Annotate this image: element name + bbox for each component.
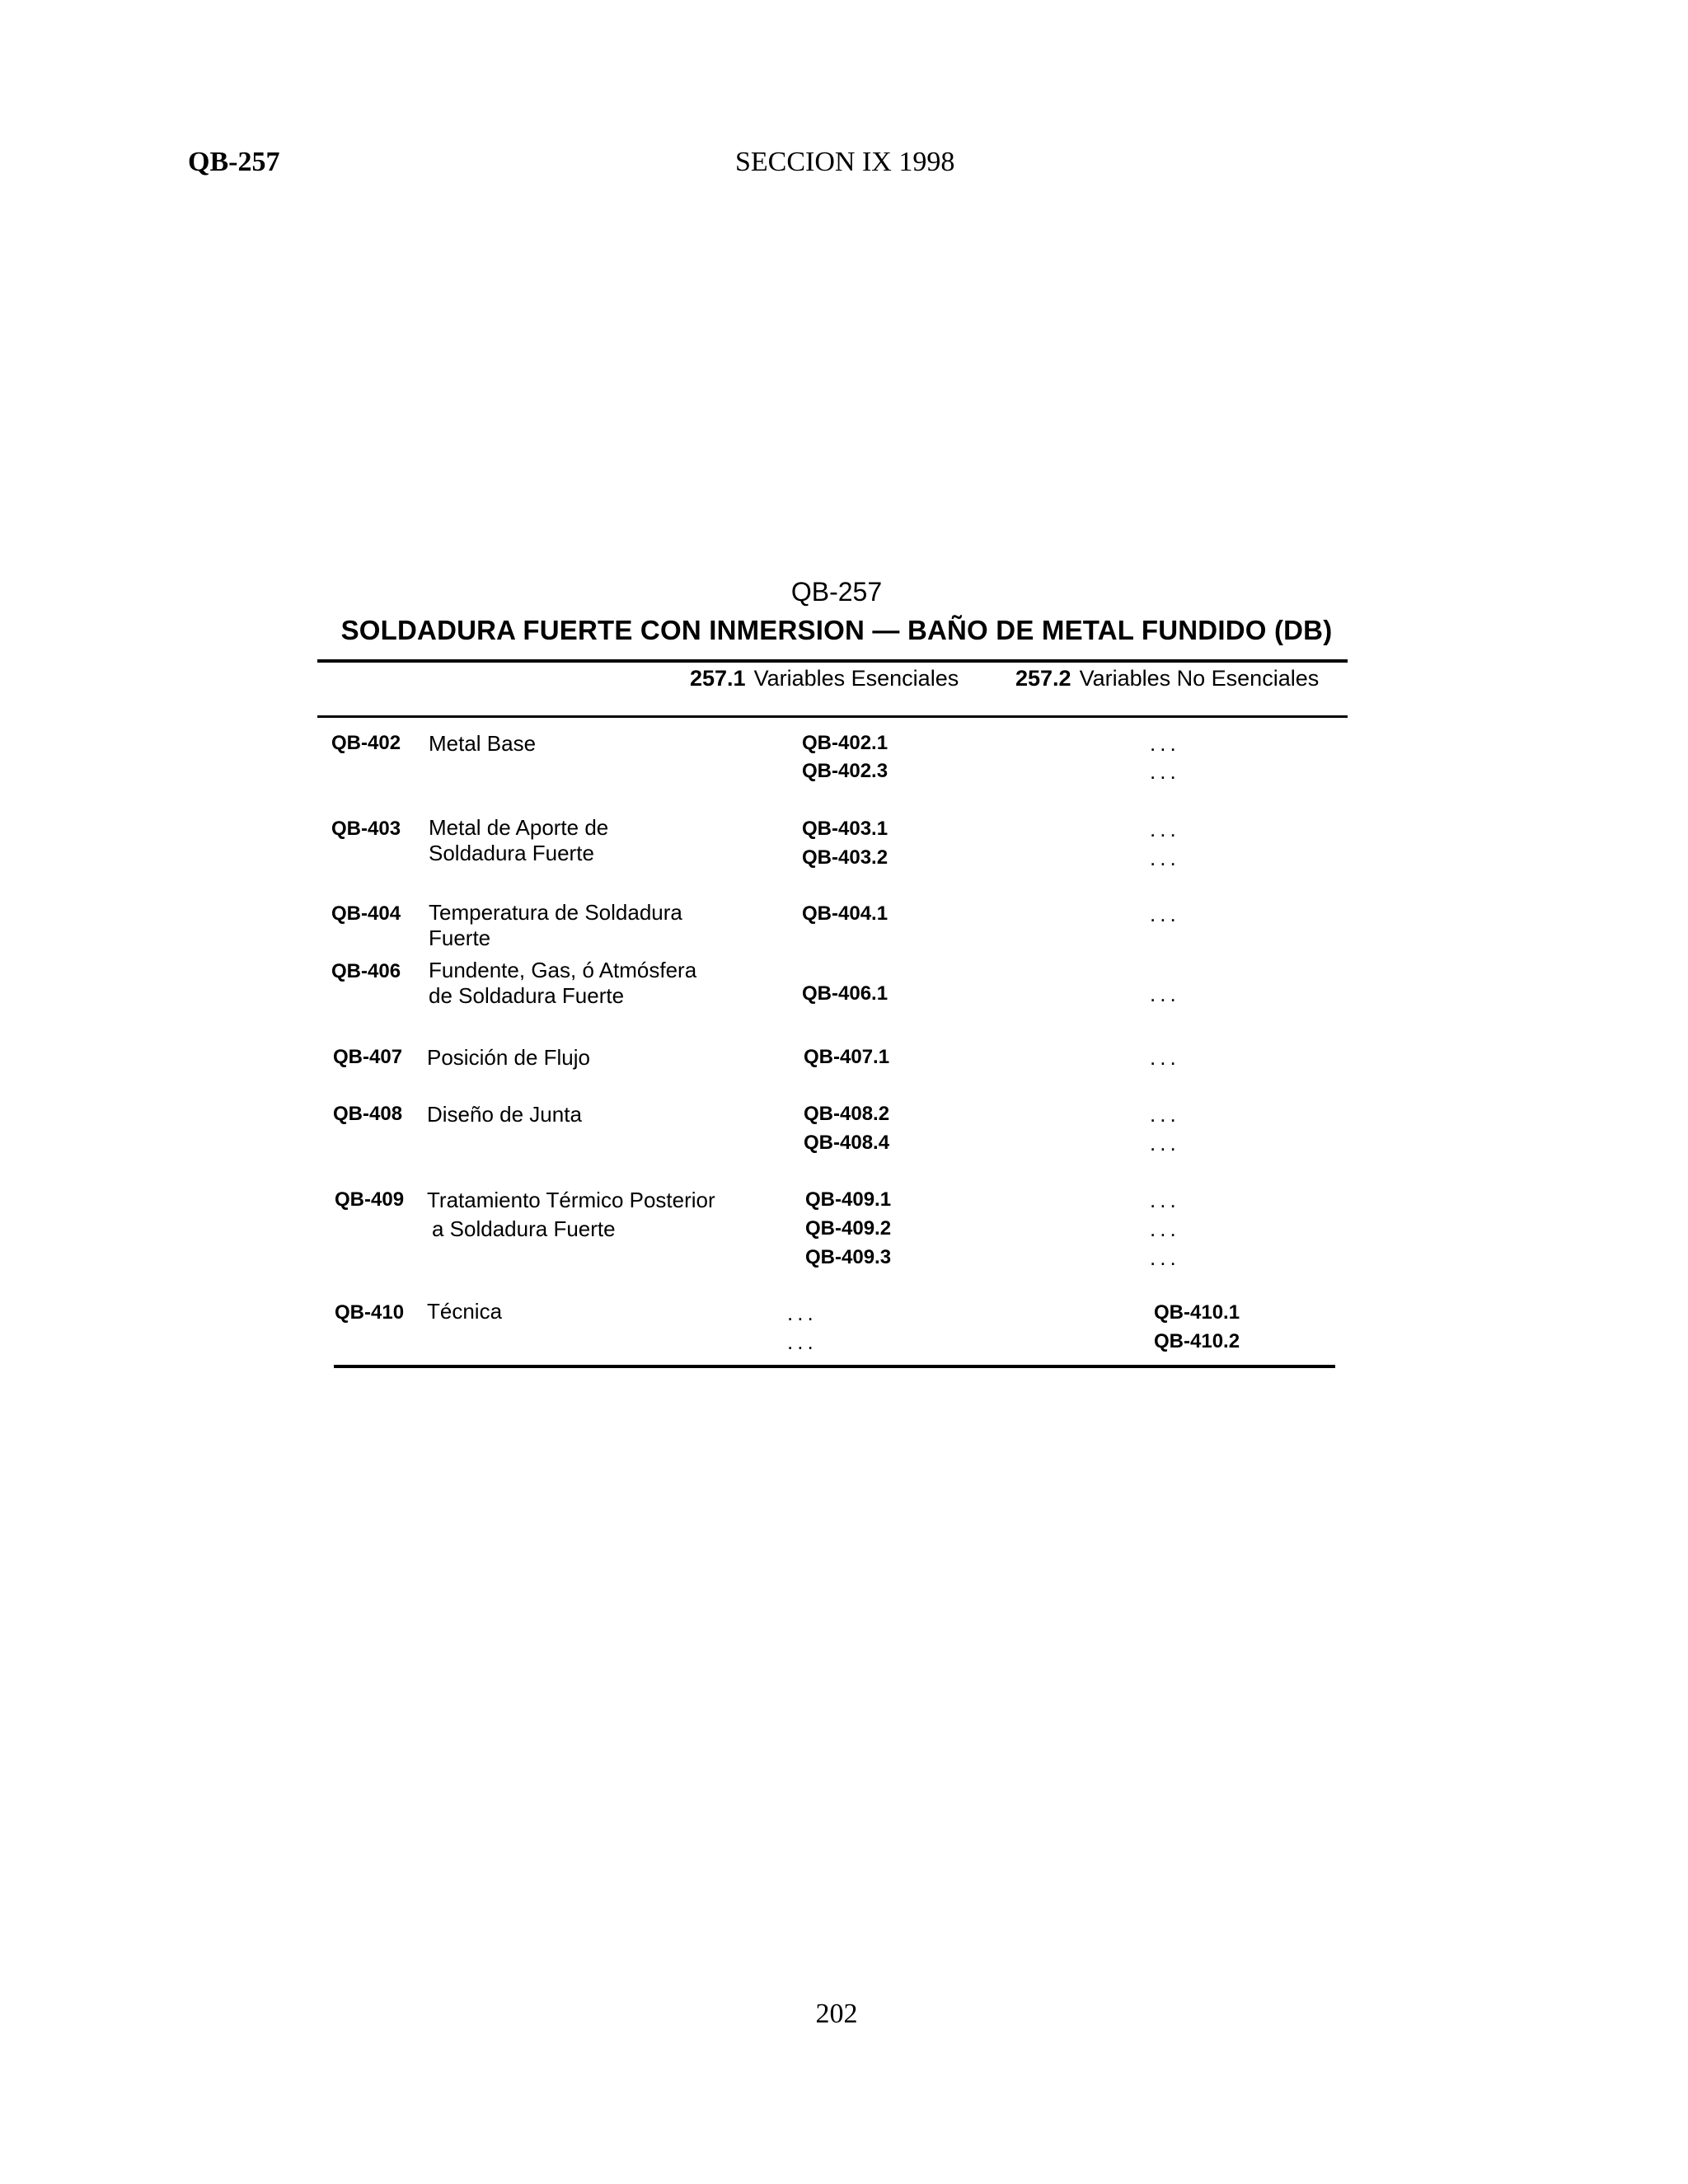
row-label: Fundente, Gas, ó Atmósfera bbox=[429, 958, 697, 982]
row-code: QB-404 bbox=[331, 902, 401, 925]
nonessential-variable: ... bbox=[1150, 1188, 1180, 1212]
essential-variable: ... bbox=[787, 1329, 818, 1354]
row-label: Soldadura Fuerte bbox=[429, 841, 594, 865]
table-top-rule bbox=[317, 659, 1348, 663]
row-label: Técnica bbox=[427, 1299, 503, 1324]
nonessential-variable: ... bbox=[1150, 1216, 1180, 1241]
nonessential-variable: ... bbox=[1150, 759, 1180, 784]
column-header-nonessential-label: Variables No Esenciales bbox=[1079, 666, 1320, 691]
essential-variable: QB-403.1 bbox=[802, 818, 889, 840]
nonessential-variable: ... bbox=[1150, 1245, 1180, 1270]
essential-variable: QB-407.1 bbox=[804, 1046, 890, 1068]
row-label: Metal Base bbox=[429, 731, 537, 756]
essential-variable: QB-408.4 bbox=[804, 1132, 890, 1154]
table-header-rule bbox=[317, 715, 1348, 718]
nonessential-variable: ... bbox=[1150, 1102, 1180, 1127]
row-label: Temperatura de Soldadura bbox=[429, 900, 682, 925]
row-label: Diseño de Junta bbox=[427, 1102, 582, 1127]
table-code: QB-257 bbox=[790, 577, 883, 607]
essential-variable: QB-406.1 bbox=[802, 982, 889, 1005]
essential-variable: QB-409.3 bbox=[805, 1246, 892, 1268]
essential-variable: QB-402.3 bbox=[802, 760, 889, 782]
essential-variable: QB-404.1 bbox=[802, 902, 889, 925]
nonessential-variable: ... bbox=[1150, 1131, 1180, 1155]
nonessential-variable: ... bbox=[1150, 982, 1180, 1006]
table-title: SOLDADURA FUERTE CON INMERSION — BAÑO DE METAL FUNDIDO (DB) bbox=[340, 615, 1333, 645]
nonessential-variable: QB-410.1 bbox=[1154, 1301, 1240, 1324]
nonessential-variable: QB-410.2 bbox=[1154, 1330, 1240, 1352]
nonessential-variable: ... bbox=[1150, 817, 1180, 841]
running-header-code: QB-257 bbox=[188, 147, 280, 177]
column-header-nonessential-number: 257.2 bbox=[1015, 666, 1071, 691]
row-code: QB-406 bbox=[331, 960, 401, 982]
running-header-title: SECCION IX 1998 bbox=[735, 147, 955, 177]
column-header-essential-label: Variables Esenciales bbox=[753, 666, 959, 691]
row-code: QB-403 bbox=[331, 818, 401, 840]
column-header-nonessential bbox=[1015, 666, 1319, 691]
essential-variable: QB-402.1 bbox=[802, 732, 889, 754]
row-code: QB-408 bbox=[333, 1103, 403, 1125]
row-label: de Soldadura Fuerte bbox=[429, 983, 625, 1008]
page-number: 202 bbox=[815, 1999, 858, 2029]
table-bottom-rule bbox=[334, 1365, 1335, 1368]
nonessential-variable: ... bbox=[1150, 731, 1180, 756]
row-code: QB-410 bbox=[335, 1301, 405, 1324]
essential-variable: QB-409.2 bbox=[805, 1217, 892, 1240]
essential-variable: QB-403.2 bbox=[802, 846, 889, 869]
essential-variable: QB-408.2 bbox=[804, 1103, 890, 1125]
essential-variable: QB-409.1 bbox=[805, 1188, 892, 1211]
column-header-essential bbox=[690, 666, 959, 691]
essential-variable: ... bbox=[787, 1301, 818, 1325]
nonessential-variable: ... bbox=[1150, 902, 1180, 926]
nonessential-variable: ... bbox=[1150, 1045, 1180, 1070]
row-label: a Soldadura Fuerte bbox=[432, 1216, 616, 1241]
row-code: QB-402 bbox=[331, 732, 401, 754]
row-code: QB-407 bbox=[333, 1046, 403, 1068]
nonessential-variable: ... bbox=[1150, 846, 1180, 870]
row-code: QB-409 bbox=[335, 1188, 405, 1211]
row-label: Posición de Flujo bbox=[427, 1045, 590, 1070]
row-label: Metal de Aporte de bbox=[429, 815, 609, 840]
column-header-essential-number: 257.1 bbox=[690, 666, 746, 691]
row-label: Tratamiento Térmico Posterior bbox=[427, 1188, 715, 1212]
row-label: Fuerte bbox=[429, 926, 491, 950]
